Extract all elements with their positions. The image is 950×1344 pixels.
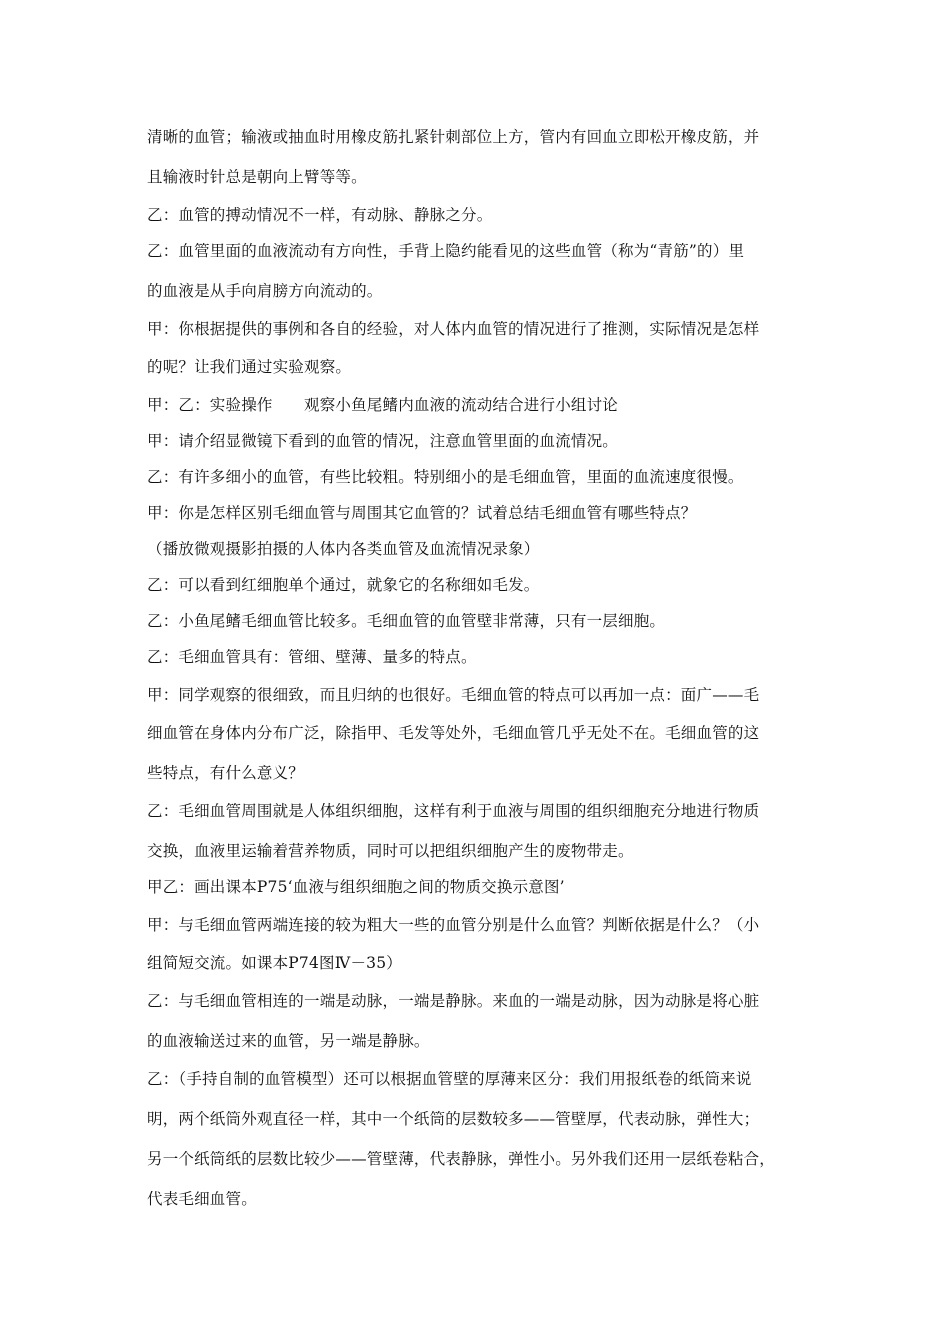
text-line: 清晰的血管；输液或抽血时用橡皮筋扎紧针刺部位上方，管内有回血立即松开橡皮筋，并 (147, 128, 760, 146)
text-line: 些特点，有什么意义？ (147, 764, 305, 782)
text-line: 的血液输送过来的血管，另一端是静脉。 (147, 1032, 430, 1050)
text-line: 乙：毛细血管具有：管细、壁薄、量多的特点。 (147, 648, 477, 666)
text-line: 另一个纸筒纸的层数比较少——管壁薄，代表静脉，弹性小。另外我们还用一层纸卷粘合， (147, 1150, 776, 1168)
text-line: 甲：你是怎样区别毛细血管与周围其它血管的？试着总结毛细血管有哪些特点？ (147, 504, 697, 522)
text-line: 乙：（手持自制的血管模型）还可以根据血管壁的厚薄来区分：我们用报纸卷的纸筒来说 (147, 1070, 752, 1088)
text-line: 组简短交流。如课本P74图Ⅳ－35） (147, 954, 402, 972)
text-line: 甲：同学观察的很细致，而且归纳的也很好。毛细血管的特点可以再加一点：面广——毛 (147, 686, 760, 704)
text-line: （播放微观摄影拍摄的人体内各类血管及血流情况录象） (147, 540, 540, 558)
text-line: 乙：与毛细血管相连的一端是动脉，一端是静脉。来血的一端是动脉，因为动脉是将心脏 (147, 992, 760, 1010)
text-line: 且输液时针总是朝向上臂等等。 (147, 168, 367, 186)
text-line: 甲乙：画出课本P75‘血液与组织细胞之间的物质交换示意图’ (147, 878, 565, 896)
text-line: 代表毛细血管。 (147, 1190, 257, 1208)
text-line: 甲：请介绍显微镜下看到的血管的情况，注意血管里面的血流情况。 (147, 432, 619, 450)
text-line: 甲：你根据提供的事例和各自的经验，对人体内血管的情况进行了推测，实际情况是怎样 (147, 320, 760, 338)
text-line: 细血管在身体内分布广泛，除指甲、毛发等处外，毛细血管几乎无处不在。毛细血管的这 (147, 724, 760, 742)
text-line: 乙：有许多细小的血管，有些比较粗。特别细小的是毛细血管，里面的血流速度很慢。 (147, 468, 744, 486)
text-line: 明，两个纸筒外观直径一样，其中一个纸筒的层数较多——管壁厚，代表动脉，弹性大； (147, 1110, 760, 1128)
text-line: 乙：血管的搏动情况不一样，有动脉、静脉之分。 (147, 206, 493, 224)
text-line: 乙：小鱼尾鳍毛细血管比较多。毛细血管的血管壁非常薄，只有一层细胞。 (147, 612, 666, 630)
text-line: 的血液是从手向肩膀方向流动的。 (147, 282, 383, 300)
text-line: 乙：毛细血管周围就是人体组织细胞，这样有利于血液与周围的组织细胞充分地进行物质 (147, 802, 760, 820)
text-line: 交换，血液里运输着营养物质，同时可以把组织细胞产生的废物带走。 (147, 842, 634, 860)
text-line: 乙：可以看到红细胞单个通过，就象它的名称细如毛发。 (147, 576, 540, 594)
text-line: 的呢？让我们通过实验观察。 (147, 358, 352, 376)
text-line: 乙：血管里面的血液流动有方向性，手背上隐约能看见的这些血管（称为“青筋”的）里 (147, 242, 745, 260)
text-line: 甲：乙：实验操作 观察小鱼尾鳍内血液的流动结合进行小组讨论 (147, 396, 619, 414)
text-line: 甲：与毛细血管两端连接的较为粗大一些的血管分别是什么血管？判断依据是什么？（小 (147, 916, 760, 934)
